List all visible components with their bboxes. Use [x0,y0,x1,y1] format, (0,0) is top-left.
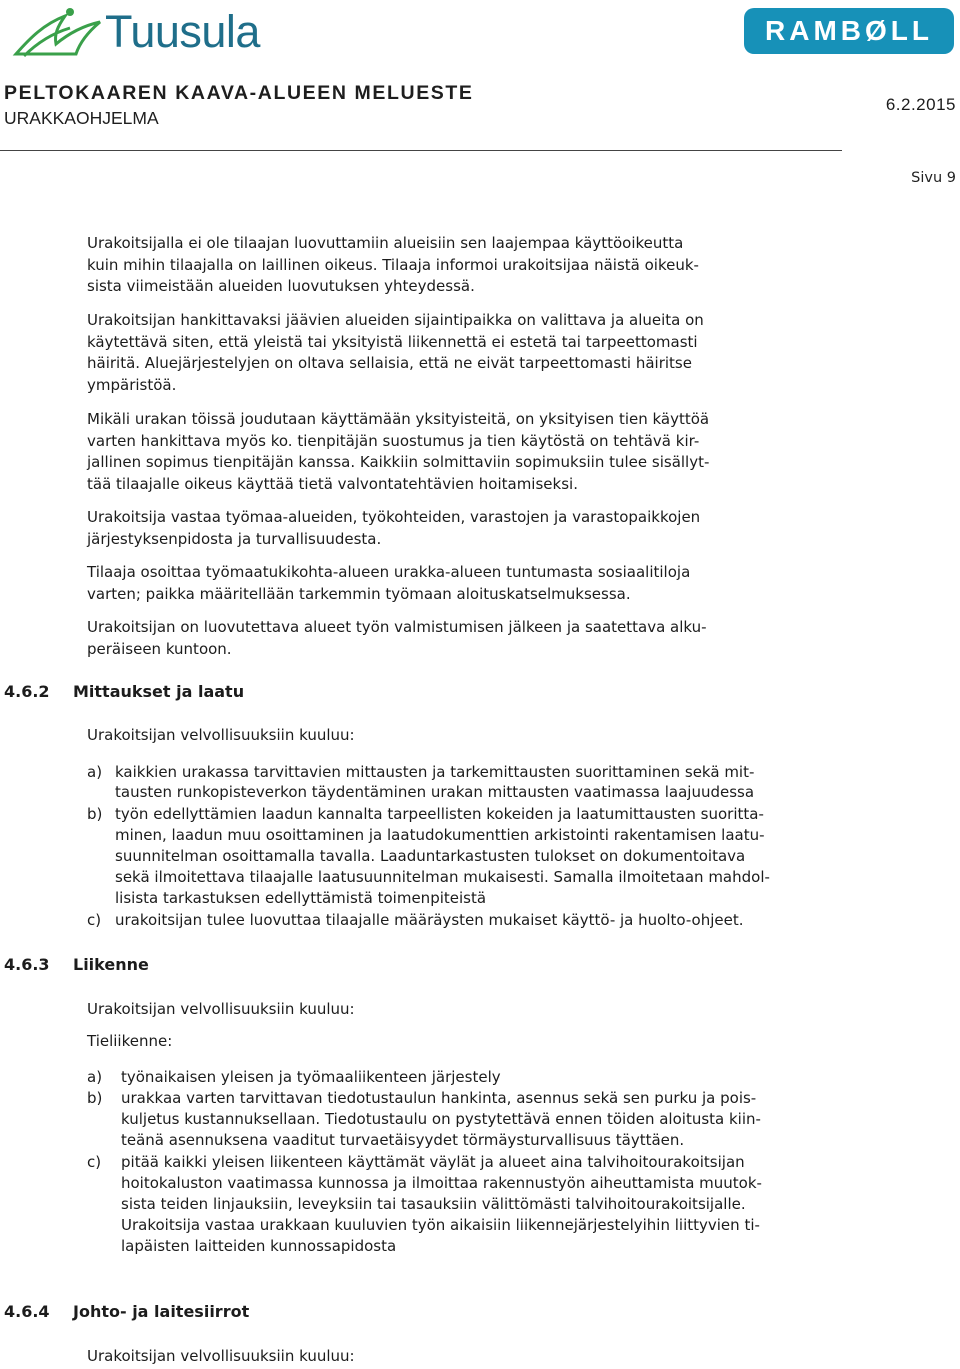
list-item-line: hoitokaluston vaatimassa kunnossa ja ilmoittaa rakennustyön aiheuttamista muutok- [121,1174,762,1192]
list-item-line: minen, laadun muu osoittaminen ja laatudokumenttien arkistointi rakentamisen laatu- [115,826,765,844]
paragraph-line: ympäristöä. [87,376,177,394]
section-heading-4-6-3 [4,955,149,974]
list-subheading: Tieliikenne: [87,1032,173,1050]
paragraph-line: Urakoitsijalla ei ole tilaajan luovuttamiin alueisiin sen laajempaa käyttöoikeutta [87,234,684,252]
ramboll-logo: RAMBØLL [744,8,954,54]
list-item-line: kaikkien urakassa tarvittavien mittausten ja tarkemittausten suorittaminen sekä mit- [115,763,755,781]
section-heading-4-6-2 [4,682,244,701]
list-marker: c) [87,911,102,929]
paragraph-line: varten hankittava myös ko. tienpitäjän suostumus ja tien käytöstä on tehtävä kir- [87,432,700,450]
list-item-line: teänä asennuksena vaaditut turvaetäisyydet törmäysturvallisuus täyttäen. [121,1131,685,1149]
paragraph-line: Mikäli urakan töissä joudutaan käyttämään yksityisteitä, on yksityisen tien käyttöä [87,410,710,428]
paragraph-line: peräiseen kuntoon. [87,640,232,658]
section-number: 4.6.4 [4,1302,50,1321]
paragraph-line: Tilaaja osoittaa työmaatukikohta-alueen urakka-alueen tuntumasta sosiaalitiloja [87,563,691,581]
section-title: Johto- ja laitesiirrot [73,1302,250,1321]
tuusula-logo-text: Tuusula [105,6,260,57]
list-intro: Urakoitsijan velvollisuuksiin kuuluu: [87,726,355,744]
paragraph-line: järjestyksenpidosta ja turvallisuudesta. [87,530,382,548]
list-item-line: tausten runkopisteverkon täydentäminen urakan mittausten vaatimassa laajuudessa [115,783,755,801]
list-item-line: lapäisten laitteiden kunnossapidosta [121,1237,397,1255]
paragraph-line: varten; paikka määritellään tarkemmin työmaan aloituskatselmuksessa. [87,585,631,603]
section-heading-4-6-4 [4,1302,249,1321]
list-intro: Urakoitsijan velvollisuuksiin kuuluu: [87,1347,355,1365]
document-date: 6.2.2015 [885,95,956,114]
paragraph-line: Urakoitsijan on luovutettava alueet työn valmistumisen jälkeen ja saatettava alku- [87,618,707,636]
list-item-line: suunnitelman osoittamalla tavalla. Laaduntarkastusten tulokset on dokumentoitava [115,847,746,865]
paragraph-line: häiritä. Aluejärjestelyjen on oltava sellaisia, että ne eivät tarpeettomasti häiritse [87,354,692,372]
section-title: Liikenne [73,955,149,974]
paragraph-line: kuin mihin tilaajalla on laillinen oikeus. Tilaaja informoi urakoitsijaa näistä oikeuk- [87,256,699,274]
paragraph-line: sista viimeistään alueiden luovutuksen yhteydessä. [87,277,475,295]
document-subtitle: URAKKAOHJELMA [4,108,159,128]
paragraph-line: käytettävä siten, että yleistä tai yksityistä liikennettä ei estetä tai tarpeettomasti [87,333,698,351]
paragraph-line: Urakoitsija vastaa työmaa-alueiden, työkohteiden, varastojen ja varastopaikkojen [87,508,701,526]
list-marker: c) [87,1153,102,1171]
section-number: 4.6.2 [4,682,50,701]
paragraph-line: Urakoitsijan hankittavaksi jäävien alueiden sijaintipaikka on valittava ja alueita on [87,311,704,329]
list-item-line: lisista tarkastuksen edellyttämistä toimenpiteistä [115,889,487,907]
list-intro: Urakoitsijan velvollisuuksiin kuuluu: [87,1000,355,1018]
section-number: 4.6.3 [4,955,50,974]
list-marker: a) [87,1068,103,1086]
list-item-line: sekä ilmoitettava tilaajalle laatusuunnitelman mukaisesti. Samalla ilmoitetaan mahdol- [115,868,770,886]
document-title: PELTOKAAREN KAAVA-ALUEEN MELUESTE [4,82,474,104]
list-item-line: sista teiden linjauksiin, leveyksiin tai tasauksiin välittömästi talvihoitourakoitsijalle. [121,1195,746,1213]
list-item-line: Urakoitsija vastaa urakkaan kuuluvien työn aikaisiin liikennejärjestelyihin liittyvien ti- [121,1216,760,1234]
tuusula-logo [10,4,300,62]
list-item-line: urakkaa varten tarvittavan tiedotustaulun hankinta, asennus sekä sen purku ja pois- [121,1089,757,1107]
list-item-line: työnaikaisen yleisen ja työmaaliikenteen järjestely [121,1068,501,1086]
page-number: Sivu 9 [911,170,956,186]
list-marker: b) [87,805,103,823]
header-divider [0,150,842,151]
list-item-line: kuljetus kustannuksellaan. Tiedotustaulu on pystytettävä ennen töiden aloitusta kiin- [121,1110,761,1128]
list-item-line: työn edellyttämien laadun kannalta tarpeellisten kokeiden ja laatumittausten suoritta- [115,805,764,823]
list-marker: b) [87,1089,103,1107]
list-item-line: urakoitsijan tulee luovuttaa tilaajalle määräysten mukaiset käyttö- ja huolto-ohjeet. [115,911,744,929]
list-item-line: pitää kaikki yleisen liikenteen käyttämät väylät ja alueet aina talvihoitourakoitsijan [121,1153,745,1171]
section-title: Mittaukset ja laatu [73,682,245,701]
tuusula-emblem-icon [10,4,110,62]
list-marker: a) [87,763,103,781]
paragraph-line: jallinen sopimus tienpitäjän kanssa. Kaikkiin solmittaviin sopimuksiin tulee sisällyt- [87,453,710,471]
paragraph-line: tää tilaajalle oikeus käyttää tietä valvontatehtävien hoitamiseksi. [87,475,578,493]
